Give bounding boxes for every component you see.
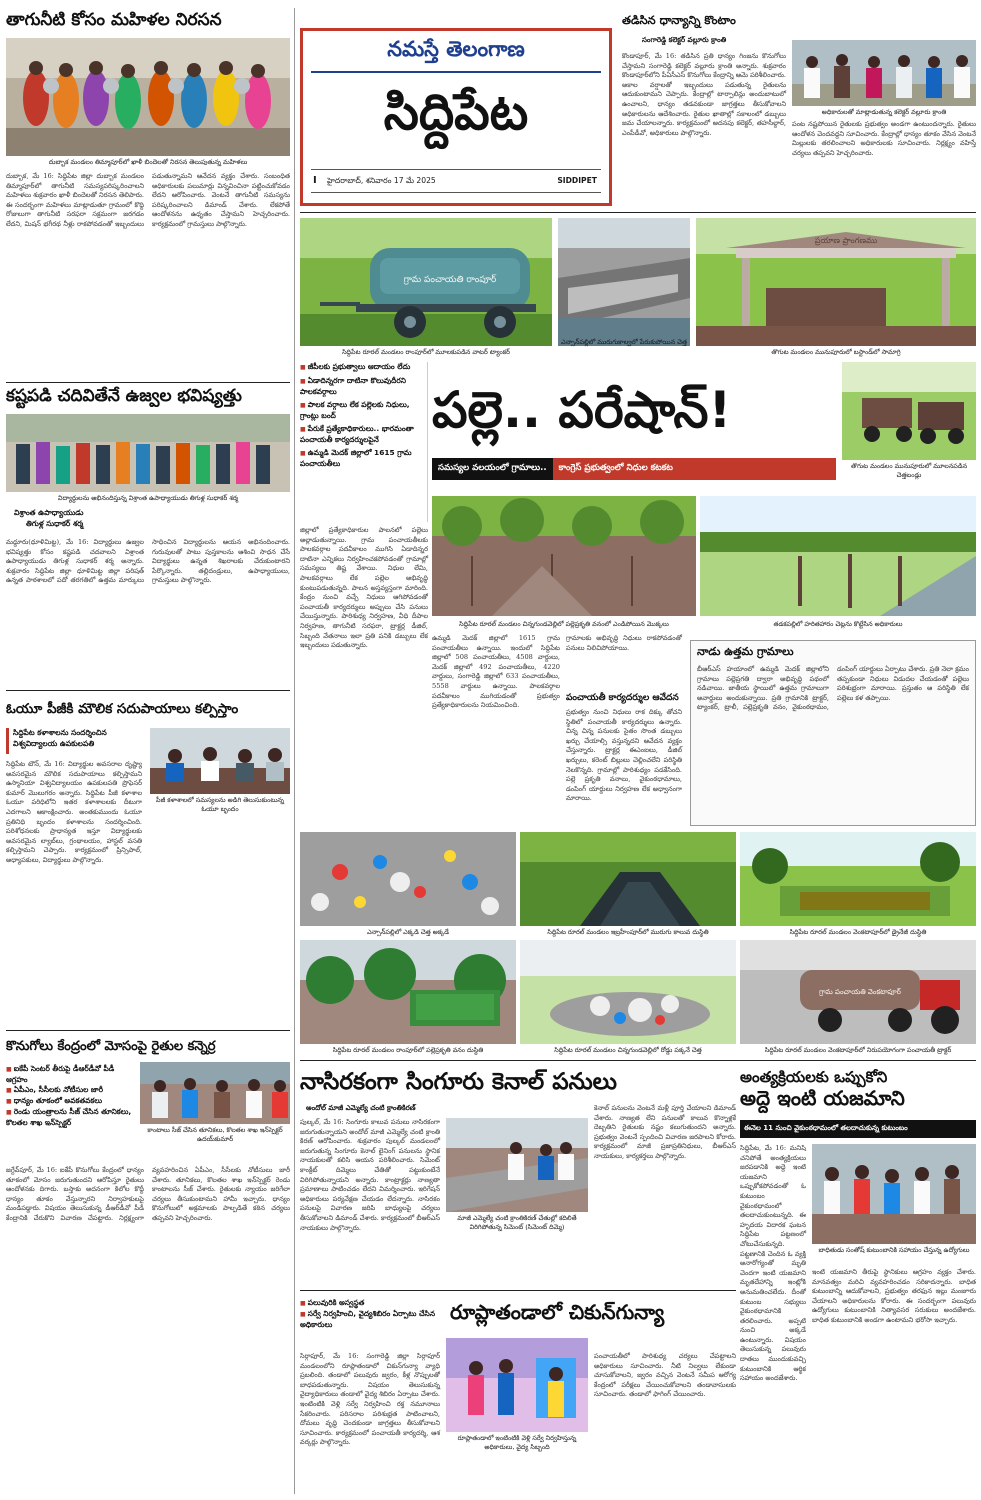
photo-caption: సిద్దిపేట రూరల్ మండలం ఇబ్రహీంపూర్‌లో మురుగు కాలువ దుస్థితి [547,928,709,936]
kicker-box: విశ్రాంత ఉపాధ్యాయుడు తిగుళ్ల సుధాకర్ శర్మ [14,508,84,528]
photo-caption: సిద్దిపేట రూరల్ మండలం వెంకటాపూర్‌లో నిరుపయోగంగా పంచాయతీ ట్రాక్టర్ [764,1046,952,1054]
feature-headline: పల్లె.. పరేషాన్! [432,381,732,439]
photo-caption: ఎన్సాన్‌పల్లిలో ఎక్కడి చెత్త అక్కడే [366,928,450,936]
photo-caption: కాంటాలు సీజ్ చేసిన తూనికలు, కొలతల శాఖ ఇన్‌స్పెక్టర్ ఉదయ్‌కుమార్ [147,1126,283,1143]
edition-name: సిద్దిపేట [383,83,529,141]
dateline: హైదరాబాద్, శనివారం 17 మే 2025 [327,176,436,185]
paper-name: నమస్తే తెలంగాణ [387,37,525,61]
headline: ఓయూ పీజీకి మౌలిక సదుపాయాలు కల్పిస్తాం [6,701,239,717]
story-banner: ఈనెల 11 నుంచి వైకుంఠధామంలో తలదాచుకున్న కుటుంబం [740,1120,976,1138]
story-landlord [740,1064,976,1494]
photo-roadside-garbage [520,940,736,1044]
headline: కష్టపడి చదివితేనే ఉజ్వల భవిష్యత్తు [6,386,242,406]
bus-stand-sign: ప్రయాణ ప్రాంగణము [814,236,878,245]
article-body-left: పుల్కల్, మే 16: సింగూరు కాలువ పనులు నాసిరకంగా జరుగుతున్నాయని అందోల్ మాజీ ఎమ్మెల్యే చంటి క్రాంతి కిరణ్ ఆరోపించారు. శుక్రవారం పుల్కల్ మండలంలో జరుగుతున్న సింగూరు కెనాల్ లైనింగ్ పనులను స్థానిక నాయకులతో కలిసి ఆయన పరిశీలించారు. సిమెంట్ కాంక్రీట్ దిమ్మెలు చేతితో పట్టుకుంటేనే విరిగిపోతున్నాయని అన్నారు. కాంట్రాక్టర్లు నాణ్యతా ప్రమాణాలు పాటించడం లేదని విమర్శించారు. ఇరిగేషన్ అధికారులు పర్యవేక్షణ చేయడం లేదన్నారు. నాసిరకం పనులపై విచారణ జరిపి బాధ్యులపై చర్యలు తీసుకోవాలని డిమాండ్ చేశారు. కార్యక్రమంలో బీఆర్ఎస్ నాయకులు పాల్గొన్నారు. [300,1118,440,1232]
article-body: సిద్దిపేట, మే 16: మనిషి చనిపోతే అంత్యక్రియలు జరపడానికి అద్దె ఇంటి యజమాని ఒప్పుకోకపోవడంతో ఓ కుటుంబం వైకుంఠధామంలో తలదాచుకుంటున్నది. ఈ హృదయ విదారక ఘటన సిద్దిపేట పట్టణంలో చోటుచేసుకున్నది. పట్టణానికి చెందిన ఓ వ్యక్తి అనారోగ్యంతో మృతి చెందగా ఇంటి యజమాని మృతదేహాన్ని ఇంట్లోకి అనుమతించలేదు. దీంతో కుటుంబ సభ్యులు వైకుంఠధామానికి తరలించారు. అప్పటి నుంచి అక్కడే ఉంటున్నారు. విషయం తెలుసుకున్న పలువురు దాతలు ముందుకువచ్చి కుటుంబానికి ఆర్థిక సహాయం అందజేశారు. [740,1144,806,1383]
photo-scales-seized [140,1062,290,1124]
photo-caption: తొగుట మండలం మునుపూరులో మూలనపడిన చెత్తబండ్లు [850,462,968,479]
article-body: సిర్గాపూర్, మే 16: సంగారెడ్డి జిల్లా సిర్గాపూర్ మండలంలోని రూప్లాతండాలో చికున్‌గున్యా వ్యాధి ప్రబలింది. తండాలో పలువురు జ్వరం, కీళ్ల నొప్పులతో బాధపడుతున్నారు. విషయం తెలుసుకున్న వైద్యాధికారులు తండాలో వైద్య శిబిరం ఏర్పాటు చేశారు. ఇంటింటికి వెళ్లి సర్వే నిర్వహించి రక్త నమూనాలు సేకరించారు. పరిసరాల పరిశుభ్రత పాటించాలని, దోమలు వృద్ధి చెందకుండా జాగ్రత్తలు తీసుకోవాలని సూచించారు. కార్యక్రమంలో పంచాయతీ కార్యదర్శి, ఆశ వర్కర్లు పాల్గొన్నారు. [300,1352,440,1447]
story-canal-works [300,1064,736,1288]
photo-caption: సిద్దిపేట రూరల్ మండలం చిన్నగుండవెల్లిలో పల్లెప్రకృతి వనంలో ఎండిపోయిన మొక్కలు [459,620,669,628]
story-chikungunya [300,1294,736,1494]
photo-cut-trees [700,496,976,616]
divider [6,690,290,691]
divider [300,1060,976,1061]
feature-body-b2: గ్రామాలకు అభివృద్ధి నిధులు రాకపోవడంతో పనులు నిలిచిపోయాయి. [566,634,682,652]
photo-drain-2 [520,832,736,926]
tanker-label: గ్రామ పంచాయతి రాంపూర్ [403,275,497,285]
photo-drain-garbage [558,218,690,346]
story-procurement-fraud [6,1034,290,1494]
photo-carts [842,362,976,460]
page-number: I [313,175,317,186]
article-body-right: పంట నష్టపోయిన రైతులకు ప్రభుత్వం అండగా ఉంటుందన్నారు. రైతులు ఆందోళన చెందవద్దని సూచించారు. కేంద్రాల్లో ధాన్యం తూకం వేసిన వెంటనే మిల్లులకు తరలించాలని అధికారులకు సూచించారు. నిర్లక్ష్యం వహిస్తే చర్యలు తప్పవని హెచ్చరించారు. [792,120,976,157]
story-ou-pg [6,694,290,1024]
sidebar-best-villages [690,640,976,826]
divider [6,1030,290,1031]
photo-nature-park [300,940,516,1044]
headline-line2: అద్దె ఇంటి యజమాని [740,1085,905,1110]
kicker: సంగారెడ్డి కలెక్టర్ వల్లూరు క్రాంతి [642,36,727,44]
headline: కొనుగోలు కేంద్రంలో మోసంపై రైతుల కన్నెర్ర [6,1039,216,1054]
sidebar-headline: నాడు ఉత్తమ గ్రామాలు [697,645,794,658]
bullet-list: ■ ఐకేపీ సెంటర్ తీరుపై డీఆర్‌డీవో పీడీ ఆగ్రహం ■ ఏపీఎం, సీసీలకు నోటీసుల జారీ ■ ధాన్యం తూకంలో అవకతవకలు ■ రెండు యంత్రాలను సీజ్ చేసిన తూనికలు, కొలతల శాఖ ఇన్‌స్పెక్టర్ [6,1064,134,1160]
paper-underline [311,71,601,73]
photo-caption: రూప్లాతండాలో ఇంటింటికి వెళ్లి సర్వే నిర్వహిస్తున్న అధికారులు, వైద్య సిబ్బంది [457,1434,577,1451]
photo-caption: ఎన్సాన్‌పల్లిలో మురుగుకాల్వలో పేరుకుపోయిన చెత్త [561,338,687,346]
photo-dried-plants [432,496,696,616]
article-body-intro: సిద్దిపేట టౌన్, మే 16: విద్యార్థుల అవసరాల దృష్ట్యా అవసరమైన మౌలిక సదుపాయాలు కల్పిస్తామని ఉస్మానియా విశ్వవిద్యాలయం ఉపకులపతి ప్రొఫెసర్ కుమార్ మొలుగరం అన్నారు. సిద్దిపేట పీజీ కళాశాల ఓయూ పరిధిలోని ఇతర కళాశాలలకు దీటుగా ఎదగాలని ఆకాంక్షించారు. అంతకుముందు ఓయూ ప్రతినిధి బృందం కళాశాలను సందర్శించింది. పరిశోధనలకు ప్రాధాన్యత ఇస్తూ విద్యార్థులకు అవసరమైన ల్యాబ్‌లు, గ్రంథాలయం, హాస్టల్ వసతి కల్పిస్తామని చెప్పారు. కార్యక్రమంలో ప్రిన్సిపాల్, అధ్యాపకులు, విద్యార్థులు పాల్గొన్నారు. [6,760,142,864]
banner-right: కాంగ్రెస్ ప్రభుత్వంలో నిధుల కటకట [553,458,836,480]
headline: తాగునీటి కోసం మహిళల నిరసన [6,10,222,30]
photo-bus-stand [696,218,976,346]
masthead [300,28,612,206]
article-body-right: కెనాల్ పనులను వెంటనే మళ్లీ పూర్తి చేయాలని డిమాండ్ చేశారు. నాణ్యత లేని పనులతో కాలువ కొన్నాళ్లకే దెబ్బతిని రైతులకు నష్టం కలుగుతుందని అన్నారు. ప్రభుత్వం వెంటనే స్పందించి విచారణ జరపాలని కోరారు. కార్యక్రమంలో మాజీ ప్రజాప్రతినిధులు, బీఆర్ఎస్ నాయకులు, కార్యకర్తలు పాల్గొన్నారు. [594,1104,736,1160]
story-wet-grain [622,10,976,206]
kicker-box: సిద్దిపేట కళాశాలను సందర్శించిన విశ్వవిద్యాలయ ఉపకులపతి [6,728,146,754]
story-students [6,386,290,686]
photo-canal [446,1118,588,1212]
headline-line1: అంత్యక్రియలకు ఒప్పుకోని [740,1068,888,1086]
headline: తడిసిన ధాన్యాన్ని కొంటాం [622,13,736,27]
photo-caption: సిద్దిపేట రూరల్ మండలం రాంపూర్‌లో పల్లెప్రకృతి వనం దుస్థితి [332,1046,484,1054]
photo-idle-tractor [740,940,976,1044]
photo-collector [792,40,976,106]
divider [300,212,976,213]
photo-caption: అధికారులతో మాట్లాడుతున్న కలెక్టర్ వల్లూరు క్రాంతి [821,108,947,116]
sidebar-body: బీఆర్ఎస్ హయాంలో ఉమ్మడి మెదక్ జిల్లాలోని గ్రామాలు పల్లెప్రగతి ద్వారా అభివృద్ధి పథంలో నడిచాయి. జాతీయ స్థాయిలో ఉత్తమ గ్రామాలుగా అవార్డులు అందుకున్నాయి. ప్రతి గ్రామానికి ట్రాక్టర్, ట్యాంకర్, ట్రాలీ, పల్లెప్రకృతి వనం, వైకుంఠధామం, డంపింగ్ యార్డులు ఏర్పాటు చేశారు. ప్రతి నెలా క్రమం తప్పకుండా నిధులు విడుదల చేయడంతో పల్లెలు పరిశుభ్రంగా మారాయి. ప్రస్తుతం ఆ పరిస్థితి లేక పల్లెలు కళ తప్పాయి. [697,665,969,712]
photo-garbage-1 [300,832,516,926]
dateline-bar [311,169,601,193]
photo-caption: విద్యార్థులను అభినందిస్తున్న విశ్రాంత ఉపాధ్యాయుడు తిగుళ్ల సుధాకర్ శర్మ [57,494,239,502]
photo-caption: సిద్దిపేట రూరల్ మండలం వెంకటాపూర్‌లో డ్రైనేజీ దుస్థితి [789,928,927,936]
photo-family-help [812,1144,976,1244]
feature-body-c: ప్రభుత్వం నుంచి నిధులు రాక దిక్కు తోచని స్థితిలో పంచాయతీ కార్యదర్శులు ఉన్నారు. చిన్న చిన్న పనులకు సైతం సొంత డబ్బులు ఖర్చు చేయాల్సి వస్తున్నదని ఆవేదన వ్యక్తం చేస్తున్నారు. ట్రాక్టర్ల ఈఎంఐలు, డీజిల్ ఖర్చులు, కరెంట్ బిల్లులు చెల్లించలేని పరిస్థితి నెలకొన్నది. గ్రామాల్లో పారిశుధ్యం పడకేసింది. పల్లె ప్రకృతి వనాలు, వైకుంఠధామాలు, డంపింగ్ యార్డులు నిర్వహణ లేక అధ్వానంగా మారాయి. [566,708,682,803]
headline: నాసిరకంగా సింగూరు కెనాల్ పనులు [300,1069,617,1095]
article-body-left: కొండాపూర్, మే 16: తడిసిన ప్రతి ధాన్యం గింజను కొనుగోలు చేస్తామని సంగారెడ్డి కలెక్టర్ వల్లూరు క్రాంతి అన్నారు. శుక్రవారం కొండాపూర్‌లోని పీఏసీఎస్ కొనుగోలు కేంద్రాన్ని ఆమె పరిశీలించారు. అకాల వర్షాలతో ఇబ్బందులు పడుతున్న రైతులను ఆదుకుంటామని చెప్పారు. కేంద్రాల్లో టార్పాలిన్లు అందుబాటులో ఉంచాలని, ధాన్యం తడవకుండా జాగ్రత్తలు తీసుకోవాలని అధికారులను ఆదేశించారు. రైతుల ఖాతాల్లో సకాలంలో డబ్బులు జమ చేయాలన్నారు. కార్యక్రమంలో అదనపు కలెక్టర్, తహసీల్దార్, ఎంపీడీవో, అధికారులు పాల్గొన్నారు. [622,52,786,137]
photo-caption: పీజీ కళాశాలలో సమస్యలను అడిగి తెలుసుకుంటున్న ఓయూ బృందం [156,796,284,813]
article-body-right: ఇంటి యజమాని తీరుపై స్థానికులు ఆగ్రహం వ్యక్తం చేశారు. మానవత్వం మరిచి వ్యవహరించడం సరికాదన్నారు. బాధిత కుటుంబాన్ని ఆదుకోవాలని, ప్రభుత్వం తరఫున ఇల్లు మంజూరు చేయాలని అధికారులను కోరారు. ఈ సందర్భంగా పలువురు ఉద్యోగులు కుటుంబానికి నిత్యావసర సరుకులు అందజేశారు. బాధిత కుటుంబానికి అండగా ఉంటామని భరోసా ఇచ్చారు. [812,1268,976,1324]
edition-code: SIDDIPET [557,176,597,185]
photo-caption: తడకపల్లిలో హరితహారం చెట్లను కొట్టేసిన అధికారులు [773,620,903,628]
photo-water-tanker [300,218,552,346]
article-body-right: పంచాయతీలో పారిశుధ్య చర్యలు చేపట్టాలని అధికారులు సూచించారు. నీటి నిల్వలు లేకుండా చూసుకోవాలని, జ్వరం వచ్చిన వెంటనే సమీప ఆరోగ్య కేంద్రంలో పరీక్షలు చేయించుకోవాలని తండావాసులకు సూచించారు. తండాలో ఫాగింగ్ చేయించారు. [594,1352,736,1399]
photo-students-group [6,414,290,492]
divider [6,382,290,383]
feature-subhead: పంచాయతీ కార్యదర్శుల ఆవేదన [566,693,679,703]
tractor-label: గ్రామ పంచాయతి వెంకటాపూర్ [819,988,901,996]
photo-health-survey [446,1338,588,1432]
divider [300,1290,736,1291]
article-body: జగ్దేవ్‌పూర్, మే 16: ఐకేపీ కొనుగోలు కేంద్రంలో ధాన్యం తూకంలో మోసం జరుగుతుందని ఆరోపిస్తూ రైతులు ఆందోళనకు దిగారు. బస్తాకు అదనంగా కిలోల కొద్దీ ధాన్యం తూకం వేస్తున్నారని నిర్వాహకులపై మండిపడ్డారు. విషయం తెలుసుకున్న డీఆర్‌డీవో పీడీ కేంద్రానికి చేరుకొని విచారణ చేపట్టారు. నిర్లక్ష్యంగా వ్యవహరించిన ఏపీఎం, సీసీలకు నోటీసులు జారీ చేశారు. తూనికలు, కొలతల శాఖ ఇన్‌స్పెక్టర్ రెండు కాంటాలను సీజ్ చేశారు. రైతులకు న్యాయం జరిగేలా చర్యలు తీసుకుంటామని హామీ ఇచ్చారు. ధాన్యం కొనుగోలులో అక్రమాలకు పాల్పడితే కఠిన చర్యలు తప్పవని హెచ్చరించారు. [6,1166,290,1222]
photo-caption: మాజీ ఎమ్మెల్యే చంటి క్రాంతికిరణ్ చేతుల్లో కదిలితే విరిగిపోతున్న సిమెంట్ (సిమెంట్ దిమ్మె) [457,1214,577,1231]
article-body: మద్దూరు(ధూళిమిట్ట), మే 16: విద్యార్థులు ఉజ్వల భవిష్యత్తు కోసం కష్టపడి చదవాలని విశ్రాంత ఉపాధ్యాయుడు తిగుళ్ల సుధాకర్ శర్మ అన్నారు. శుక్రవారం సిద్దిపేట జిల్లా ధూళిమిట్ట జిల్లా పరిషత్ ఉన్నత పాఠశాలలో పదో తరగతిలో ఉత్తమ మార్కులు సాధించిన విద్యార్థులను ఆయన అభినందించారు. గురువులతో పాటు పుస్తకాలను ఆశించి సాధన చేసే విద్యార్థులు ఉన్నత శిఖరాలకు చేరుకుంటారని పేర్కొన్నారు. తల్లిదండ్రులు, ఉపాధ్యాయులు, గ్రామస్తులు పాల్గొన్నారు. [6,538,290,585]
column-divider [294,8,295,1494]
photo-caption: సిద్దిపేట రూరల్ మండలం చిన్నగుండవెల్లిలో రోడ్డు పక్కనే చెత్త [554,1046,702,1054]
headline: రూప్లాతండాలో చికున్‌గున్యా [450,1300,665,1324]
feature-body-b: ఉమ్మడి మెదక్ జిల్లాలో 1615 గ్రామ పంచాయతీలు ఉన్నాయి. ఇందులో సిద్దిపేట జిల్లాలో 508 పంచాయతీలు, 4508 వార్డులు, మెదక్ జిల్లాలో 492 పంచాయతీలు, 4220 వార్డులు, సంగారెడ్డి జిల్లాలో 633 పంచాయతీలు, 5558 వార్డులు ఉన్నాయి. పాలకవర్గాల పదవీకాలం ముగియడంతో ప్రభుత్వం ప్రత్యేకాధికారులను నియమించింది. [432,634,560,710]
feature-bullets: ■ జీపీలకు ప్రభుత్వాలు ఆదాయం లేదు ■ ఏడాదిన్నరగా దాటినా కొలువుదీరని పాలకవర్గాలు ■ పాలక వర్గాలు లేక పల్లెలకు నిధులు, గ్రాంట్లు బంద్ ■ పేరుకే ప్రత్యేకాధికారులు.. భారమంతా పంచాయతీ కార్యదర్శులపైనే ■ ఉమ్మడి మెదక్ జిల్లాలో 1615 గ్రామ పంచాయతీలు [300,362,428,522]
photo-caption: బాధితుడు సంతోష్ కుటుంబానికి సహాయం చేస్తున్న ఉద్యోగులు [818,1246,970,1254]
photo-caption: సిద్దిపేట రూరల్ మండలం రాంపూర్‌లో మూలకుపడిన వాటర్ ట్యాంకర్ [342,348,510,356]
kicker: అందోల్ మాజీ ఎమ్మెల్యే చంటి క్రాంతికిరణ్ [306,1104,416,1112]
photo-caption: దుబ్బాక మండలం తిమ్మాపూర్‌లో ఖాళీ బిందెలతో నిరసన తెలుపుతున్న మహిళలు [48,158,248,166]
banner-left: సమస్యల వలయంలో గ్రామాలు.. [432,458,553,480]
story-water-protest [6,8,290,380]
photo-caption: తొగుట మండలం మునుపూరులో బస్టాండ్‌లో సామాగ్రి [771,348,901,356]
photo-women-protest [6,38,290,156]
bullet-list: ■ పలువురికి అస్వస్థత ■ సర్వే నిర్వహించి, వైద్యశిబిరం ఏర్పాటు చేసిన అధికారులు [300,1298,440,1348]
article-body: దుబ్బాక, మే 16: సిద్దిపేట జిల్లా దుబ్బాక మండలం తిమ్మాపూర్‌లో తాగునీటి సమస్యపరిష్కరించాలని మహిళలు శుక్రవారం ఖాళీ బిందెలతో నిరసన తెలిపారు. ఈ సందర్భంగా మహిళలు మాట్లాడుతూ గ్రామంలో కొద్ది రోజులుగా తాగునీటి సరఫరా సక్రమంగా జరగడం లేదని, మిషన్ భగీరథ నీళ్లు రాకపోవడంతో ఇబ్బందులు పడుతున్నామని ఆవేదన వ్యక్తం చేశారు. సంబంధిత అధికారులకు పలుమార్లు విన్నవించినా పట్టించుకోవడం లేదని ఆరోపించారు. వెంటనే తాగునీటి సమస్యను పరిష్కరించాలని డిమాండ్ చేశారు. లేకపోతే ఆందోళనను ఉధృతం చేస్తామని హెచ్చరించారు. కార్యక్రమంలో గ్రామస్తులు పాల్గొన్నారు. [6,172,290,228]
photo-drain-3 [740,832,976,926]
photo-ou-meeting [150,728,290,794]
feature-banner [432,458,836,480]
feature-body-a: జిల్లాలో ప్రత్యేకాధికారుల పాలనలో పల్లెలు అల్లాడుతున్నాయి. గ్రామ పంచాయతీలకు పాలకవర్గాల పదవీకాలం ముగిసి ఏడాదిన్నర దాటినా ఎన్నికలు నిర్వహించకపోవడంతో గ్రామాల్లో సమస్యలు తిష్ట వేశాయి. నిధుల లేమి, పాలకవర్గాలు లేక పల్లెల అభివృద్ధి కుంటుపడుతున్నది. పాలన అస్తవ్యస్తంగా మారింది. కేంద్రం నుంచి వచ్చే నిధులు ఆగిపోవడంతో పంచాయతీ కార్యదర్శులు అప్పులు చేసి పనులు చేయిస్తున్నారు. పారిశుధ్య నిర్వహణ, వీధి దీపాల నిర్వహణ, తాగునీటి సరఫరా, ట్రాక్టర్ల డీజిల్, సిబ్బంది వేతనాలు ఇలా ప్రతి పనికి డబ్బులు లేక ఇబ్బందులు పడుతున్నారు. [300,526,428,650]
